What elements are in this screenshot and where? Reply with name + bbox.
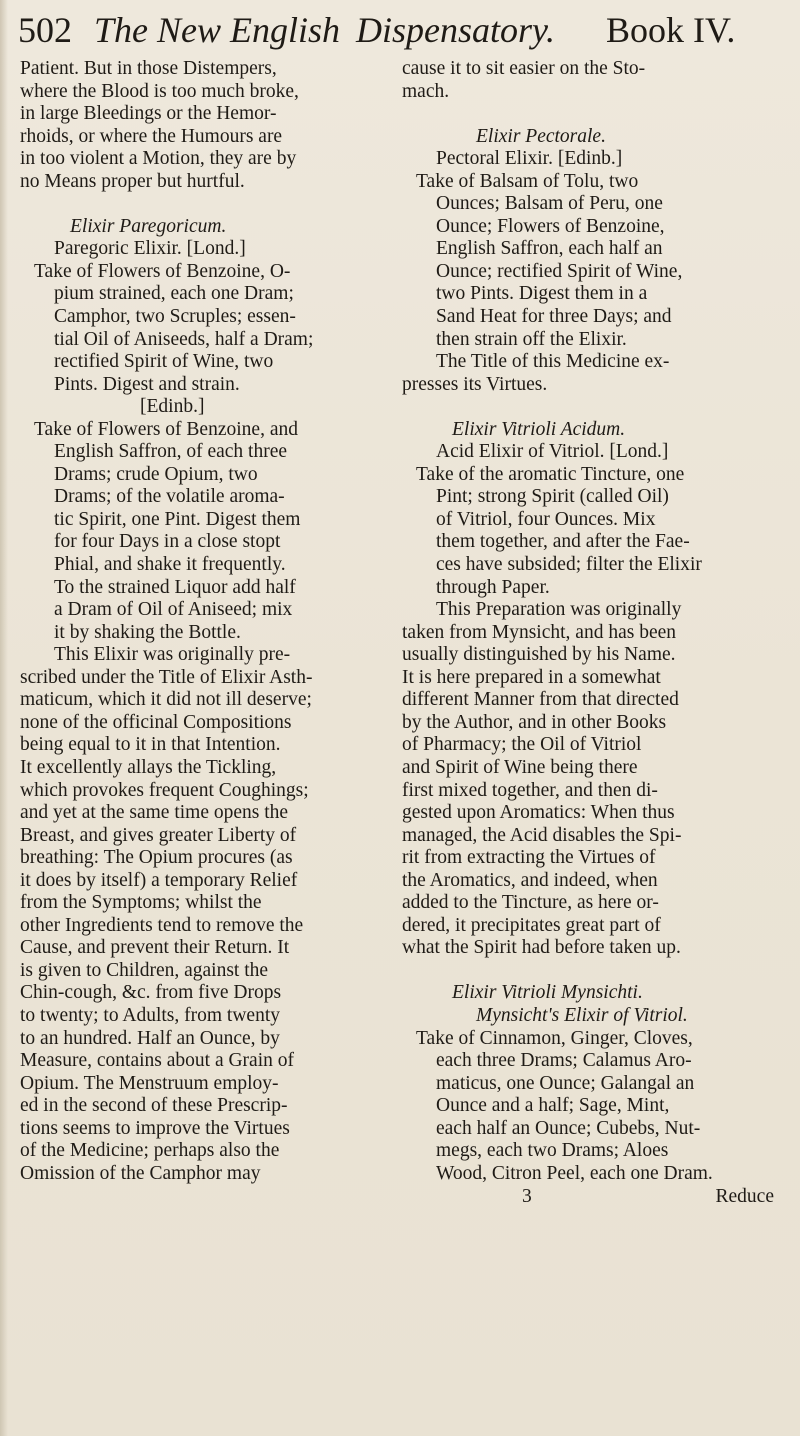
right-column-line: taken from Mynsicht, and has been: [402, 621, 677, 643]
right-column-line: them together, and after the Fae-: [436, 531, 690, 553]
left-column-line: To the strained Liquor add half: [54, 576, 296, 598]
right-column-line: Elixir Vitrioli Mynsichti.: [452, 982, 643, 1004]
catchword: Reduce: [715, 1186, 774, 1207]
left-column-line: Drams; of the volatile aroma-: [54, 486, 285, 508]
right-column-line: Pectoral Elixir. [Edinb.]: [436, 148, 623, 170]
right-column-line: each three Drams; Calamus Aro-: [436, 1050, 692, 1072]
right-column-line: of Pharmacy; the Oil of Vitriol: [402, 734, 642, 756]
right-column-line: English Saffron, each half an: [436, 238, 663, 260]
running-header: [18, 8, 788, 52]
left-column-line: ed in the second of these Prescrip-: [20, 1095, 288, 1117]
right-column-line: Take of Balsam of Tolu, two: [416, 170, 639, 192]
left-column-line: which provokes frequent Coughings;: [20, 779, 309, 801]
left-column-line: other Ingredients tend to remove the: [20, 914, 304, 936]
left-column-line: rectified Spirit of Wine, two: [54, 351, 274, 373]
right-column-line: [402, 103, 782, 126]
right-column-line: Ounce; Flowers of Benzoine,: [436, 215, 665, 237]
right-column-line: of Vitriol, four Ounces. Mix: [436, 508, 656, 530]
right-column-line: Sand Heat for three Days; and: [436, 306, 672, 328]
right-column-line: Take of the aromatic Tincture, one: [416, 463, 685, 485]
right-column-line: each half an Ounce; Cubebs, Nut-: [436, 1117, 701, 1139]
left-column-line: Breast, and gives greater Liberty of: [20, 824, 297, 846]
page-edge-shadow: [0, 0, 8, 1436]
left-column-line: [Edinb.]: [140, 396, 205, 418]
left-column-line: for four Days in a close stopt: [54, 531, 281, 553]
right-column-line: This Preparation was originally: [436, 599, 682, 621]
right-column-line: and Spirit of Wine being there: [402, 756, 638, 778]
right-column-line: usually distinguished by his Name.: [402, 644, 676, 666]
right-column-line: Pint; strong Spirit (called Oil): [436, 486, 669, 508]
left-column-line: where the Blood is too much broke,: [20, 80, 299, 102]
right-column-line: ces have subsided; filter the Elixir: [436, 554, 702, 576]
left-column-line: scribed under the Title of Elixir Asth-: [20, 666, 313, 688]
left-column-line: it does by itself) a temporary Relief: [20, 869, 298, 891]
right-column-line: different Manner from that directed: [402, 689, 679, 711]
left-column-line: rhoids, or where the Humours are: [20, 125, 283, 147]
right-column-line: Elixir Vitrioli Acidum.: [452, 418, 626, 440]
left-column-line: in too violent a Motion, they are by: [20, 148, 297, 170]
left-column-line: Patient. But in those Distempers,: [20, 58, 277, 79]
right-column-line: dered, it precipitates great part of: [402, 914, 661, 936]
right-column-line: rit from extracting the Virtues of: [402, 847, 656, 869]
left-column-line: tial Oil of Aniseeds, half a Dram;: [54, 328, 314, 350]
right-column-line: Take of Cinnamon, Ginger, Cloves,: [416, 1027, 693, 1049]
right-column-line: two Pints. Digest them in a: [436, 283, 648, 305]
left-column-line: Omission of the Camphor may: [20, 1162, 261, 1184]
left-column-line: being equal to it in that Intention.: [20, 734, 281, 756]
left-column-line: none of the officinal Compositions: [20, 711, 292, 733]
left-column-line: to twenty; to Adults, from twenty: [20, 1004, 280, 1026]
right-column-line: It is here prepared in a somewhat: [402, 666, 661, 688]
right-column-line: by the Author, and in other Books: [402, 711, 667, 733]
left-column-line: breathing: The Opium procures (as: [20, 847, 293, 869]
left-column-line: pium strained, each one Dram;: [54, 283, 294, 305]
right-column-line: added to the Tincture, as here or-: [402, 892, 659, 914]
right-column-line: first mixed together, and then di-: [402, 779, 658, 801]
left-column-line: Chin-cough, &c. from five Drops: [20, 982, 282, 1004]
left-column-line: a Dram of Oil of Aniseed; mix: [54, 599, 293, 621]
right-text-column: [402, 58, 782, 1185]
right-column-line: Acid Elixir of Vitriol. [Lond.]: [436, 441, 669, 463]
right-column-line: cause it to sit easier on the Sto-: [402, 58, 646, 79]
right-column-line: Ounce and a half; Sage, Mint,: [436, 1095, 670, 1117]
left-column-line: is given to Children, against the: [20, 959, 269, 981]
right-column-line: Wood, Citron Peel, each one Dram.: [436, 1162, 713, 1184]
right-column-line: mach.: [402, 80, 450, 102]
left-column-line: This Elixir was originally pre-: [54, 644, 291, 666]
right-column-line: [402, 960, 782, 983]
left-column-line: tic Spirit, one Pint. Digest them: [54, 508, 301, 530]
left-text-column: [20, 58, 390, 1185]
footer-line: [402, 1185, 782, 1209]
left-column-line: It excellently allays the Tickling,: [20, 756, 277, 778]
right-column-line: managed, the Acid disables the Spi-: [402, 824, 682, 846]
left-column-line: maticum, which it did not ill deserve;: [20, 689, 312, 711]
left-column-line: and yet at the same time opens the: [20, 802, 289, 824]
left-column-line: Phial, and shake it frequently.: [54, 554, 286, 576]
left-column-line: English Saffron, of each three: [54, 441, 288, 463]
left-column-line: Camphor, two Scruples; essen-: [54, 306, 296, 328]
right-column-line: Elixir Pectorale.: [476, 125, 606, 147]
left-column-line: of the Medicine; perhaps also the: [20, 1140, 280, 1162]
left-column-line: Elixir Paregoricum.: [70, 215, 227, 237]
right-column-line: maticus, one Ounce; Galangal an: [436, 1072, 695, 1094]
right-column-line: Ounce; rectified Spirit of Wine,: [436, 260, 683, 282]
running-title-part1: The New English: [94, 10, 341, 50]
left-column-line: tions seems to improve the Virtues: [20, 1117, 290, 1139]
left-column-line: Paregoric Elixir. [Lond.]: [54, 238, 246, 260]
right-column-line: gested upon Aromatics: When thus: [402, 802, 675, 824]
left-column-line: no Means proper but hurtful.: [20, 170, 245, 192]
left-column-line: Cause, and prevent their Return. It: [20, 937, 290, 959]
running-title-part2: Dispensatory.: [356, 10, 556, 50]
left-column-line: in large Bleedings or the Hemor-: [20, 103, 277, 125]
left-column-line: Pints. Digest and strain.: [54, 373, 240, 395]
left-column-line: Drams; crude Opium, two: [54, 463, 258, 485]
right-column-line: what the Spirit had before taken up.: [402, 937, 681, 959]
right-column-line: Mynsicht's Elixir of Vitriol.: [476, 1004, 688, 1026]
right-column-line: The Title of this Medicine ex-: [436, 351, 670, 373]
right-column-line: through Paper.: [436, 576, 550, 598]
left-column-line: Take of Flowers of Benzoine, and: [34, 418, 298, 440]
right-column-line: [402, 396, 782, 419]
left-column-line: Measure, contains about a Grain of: [20, 1050, 294, 1072]
page-number: 502: [18, 10, 72, 50]
left-column-line: Opium. The Menstruum employ-: [20, 1072, 279, 1094]
left-column-line: [20, 193, 390, 216]
left-column-line: it by shaking the Bottle.: [54, 621, 241, 643]
signature-mark: 3: [522, 1186, 532, 1207]
book-number: Book IV.: [606, 10, 736, 50]
left-column-line: to an hundred. Half an Ounce, by: [20, 1027, 280, 1049]
right-column-line: presses its Virtues.: [402, 373, 548, 395]
right-column-line: megs, each two Drams; Aloes: [436, 1140, 669, 1162]
left-column-line: from the Symptoms; whilst the: [20, 892, 262, 914]
right-column-line: the Aromatics, and indeed, when: [402, 869, 658, 891]
right-column-line: Ounces; Balsam of Peru, one: [436, 193, 663, 215]
right-column-line: then strain off the Elixir.: [436, 328, 627, 350]
left-column-line: Take of Flowers of Benzoine, O-: [34, 260, 291, 282]
